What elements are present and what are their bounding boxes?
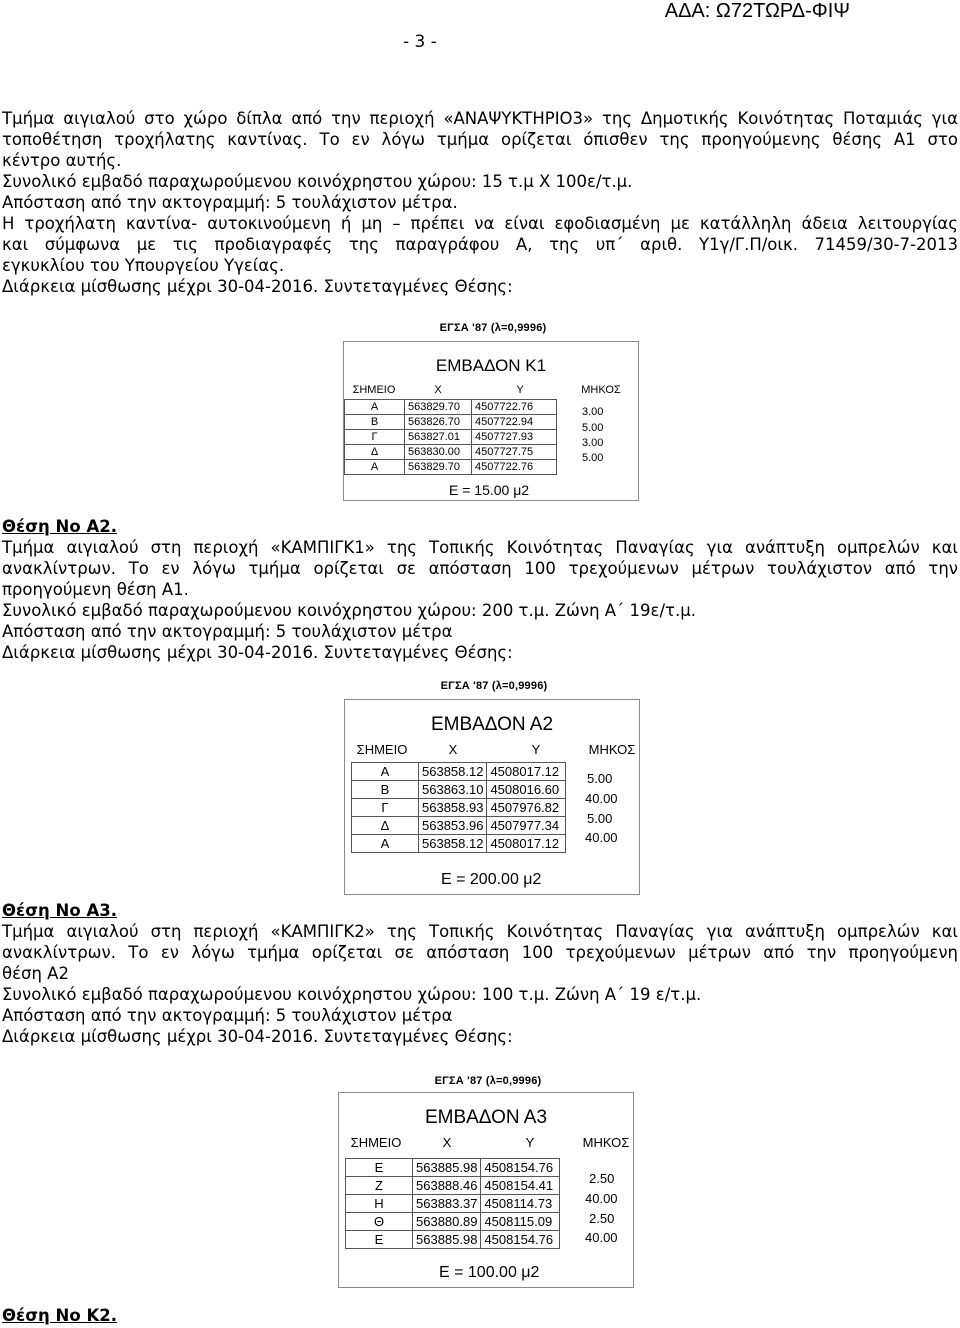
segment-length: 40.00: [585, 830, 618, 845]
section-heading: Θέση Νο Α2.: [2, 517, 117, 536]
segment-length: 40.00: [585, 1191, 618, 1206]
header-x: X: [448, 742, 458, 757]
intro-line: εγκυκλίου του Υπουργείου Υγείας.: [2, 256, 285, 275]
intro-line: Η τροχήλατη καντίνα- αυτοκινούμενη ή μη – πρέπει να είναι εφοδιασμένη με κατάλληλη άδεια λειτουργίας: [2, 214, 958, 233]
coordinates-table: [344, 399, 557, 475]
egsa-label: ΕΓΣΑ '87 (λ=0,9996): [434, 1075, 542, 1087]
ada-code: ΑΔΑ: Ω72ΤΩΡΔ-ΦΙΨ: [664, 0, 850, 22]
table-row: Θ 563880.89 4508115.09: [346, 1213, 560, 1231]
table-row: Ε 563885.98 4508154.76: [346, 1231, 560, 1249]
section-line: Διάρκεια μίσθωσης μέχρι 30-04-2016. Συντεταγμένες Θέσης:: [2, 643, 513, 662]
area-value: E = 100.00 μ2: [439, 1264, 540, 1281]
section-line: ανακλίντρων. Το εν λόγω τμήμα ορίζεται σε απόσταση 100 τρεχούμενων μέτρων από την προηγούμενη: [2, 943, 958, 962]
segment-length: 3.00: [582, 437, 604, 449]
table-row: Α 563858.12 4508017.12: [352, 835, 566, 853]
intro-line: Διάρκεια μίσθωσης μέχρι 30-04-2016. Συντεταγμένες Θέσης:: [2, 277, 513, 296]
section-line: Απόσταση από την ακτογραμμή: 5 τουλάχιστον μέτρα: [2, 622, 453, 641]
table-row: Γ 563858.93 4507976.82: [352, 799, 566, 817]
segment-length: 5.00: [587, 771, 613, 786]
table-row: Α 563829.70 4507722.76: [345, 460, 557, 475]
segment-length: 3.00: [582, 406, 604, 418]
section-line: Τμήμα αιγιαλού στη περιοχή «ΚΑΜΠΙΓΚ2» της Τοπικής Κοινότητας Παναγίας για ανάπτυξη ομπρελών και: [2, 922, 958, 941]
section-k2: [2, 1305, 958, 1326]
table-row: Δ 563853.96 4507977.34: [352, 817, 566, 835]
section-line: Απόσταση από την ακτογραμμή: 5 τουλάχιστον μέτρα: [2, 1006, 453, 1025]
area-box: [344, 699, 640, 895]
table-row: Ζ 563888.46 4508154.41: [346, 1177, 560, 1195]
header-y: Y: [531, 742, 541, 757]
header-x: X: [434, 384, 442, 396]
table-row: Α 563858.12 4508017.12: [352, 763, 566, 781]
header-x: X: [442, 1135, 452, 1150]
table-header: [339, 1135, 633, 1150]
table-row: Ε 563885.98 4508154.76: [346, 1159, 560, 1177]
intro-line: τοποθέτηση τροχήλατης καντίνας. Το εν λόγω τμήμα ορίζεται όπισθεν της προηγούμενης θέσης Α1 στο: [2, 130, 958, 149]
header-length: ΜΗΚΟΣ: [581, 384, 621, 396]
segment-length: 2.50: [589, 1211, 615, 1226]
segment-length: 40.00: [585, 791, 618, 806]
segment-length: 5.00: [582, 422, 604, 434]
section-line: Τμήμα αιγιαλού στη περιοχή «ΚΑΜΠΙΓΚ1» της Τοπικής Κοινότητας Παναγίας για ανάπτυξη ομπρελών και: [2, 538, 958, 557]
intro-line: κέντρο αυτής.: [2, 151, 122, 170]
intro-line: Συνολικό εμβαδό παραχωρούμενου κοινόχρηστου χώρου: 15 τ.μ Χ 100ε/τ.μ.: [2, 172, 633, 191]
coordinates-table: [345, 1158, 560, 1249]
table-row: Α 563829.70 4507722.76: [345, 400, 557, 415]
section-line: Συνολικό εμβαδό παραχωρούμενου κοινόχρηστου χώρου: 200 τ.μ. Ζώνη Α΄ 19ε/τ.μ.: [2, 601, 696, 620]
header-point: ΣΗΜΕΙΟ: [352, 384, 396, 396]
segment-length: 5.00: [582, 452, 604, 464]
header-point: ΣΗΜΕΙΟ: [350, 1135, 402, 1150]
intro-section: [2, 108, 958, 297]
section-line: Διάρκεια μίσθωσης μέχρι 30-04-2016. Συντεταγμένες Θέσης:: [2, 1027, 513, 1046]
table-row: Η 563883.37 4508114.73: [346, 1195, 560, 1213]
coordinates-table: [351, 762, 566, 853]
header-point: ΣΗΜΕΙΟ: [356, 742, 408, 757]
area-title: ΕΜΒΑΔΟΝ Α2: [430, 714, 554, 735]
area-title: ΕΜΒΑΔΟΝ Κ1: [435, 356, 547, 375]
section-line: προηγούμενη θέση Α1.: [2, 580, 189, 599]
page-number: - 3 -: [403, 32, 437, 52]
table-row: Β 563863.10 4508016.60: [352, 781, 566, 799]
section-line: θέση Α2: [2, 964, 69, 983]
header-y: Y: [525, 1135, 535, 1150]
section-a3: [2, 900, 958, 1047]
header-y: Y: [516, 384, 524, 396]
table-header: [344, 384, 638, 396]
table-row: Γ 563827.01 4507727.93: [345, 430, 557, 445]
header-length: ΜΗΚΟΣ: [588, 742, 636, 757]
area-title: ΕΜΒΑΔΟΝ Α3: [424, 1107, 548, 1128]
segment-length: 40.00: [585, 1230, 618, 1245]
area-box: [338, 1092, 634, 1288]
segment-length: 5.00: [587, 811, 613, 826]
header-length: ΜΗΚΟΣ: [582, 1135, 630, 1150]
table-row: Β 563826.70 4507722.94: [345, 415, 557, 430]
section-a2: [2, 516, 958, 663]
egsa-label: ΕΓΣΑ '87 (λ=0,9996): [439, 322, 547, 334]
section-heading: Θέση Νο Κ2.: [2, 1306, 117, 1325]
area-box: [343, 341, 639, 501]
intro-line: Τμήμα αιγιαλού στο χώρο δίπλα από την περιοχή «ΑΝΑΨΥΚΤΗΡΙΟ3» της Δημοτικής Κοινότητας Ποταμιάς για: [2, 109, 958, 128]
intro-line: και σύμφωνα με τις προδιαγραφές της παραγράφου Α, της υπ΄ αριθ. Υ1γ/Γ.Π/οικ. 71459/30-7-2013: [2, 235, 958, 254]
area-value: E = 200.00 μ2: [441, 871, 542, 888]
intro-line: Απόσταση από την ακτογραμμή: 5 τουλάχιστον μέτρα.: [2, 193, 458, 212]
segment-length: 2.50: [589, 1171, 615, 1186]
table-header: [345, 742, 639, 757]
area-value: E = 15.00 μ2: [449, 482, 530, 498]
egsa-label: ΕΓΣΑ '87 (λ=0,9996): [440, 680, 548, 692]
section-line: Συνολικό εμβαδό παραχωρούμενου κοινόχρηστου χώρου: 100 τ.μ. Ζώνη Α΄ 19 ε/τ.μ.: [2, 985, 702, 1004]
table-row: Δ 563830.00 4507727.75: [345, 445, 557, 460]
section-heading: Θέση Νο Α3.: [2, 901, 117, 920]
section-line: ανακλίντρων. Το εν λόγω τμήμα ορίζεται σε απόσταση 100 τρεχούμενων μέτρων τουλάχιστον από την: [2, 559, 958, 578]
